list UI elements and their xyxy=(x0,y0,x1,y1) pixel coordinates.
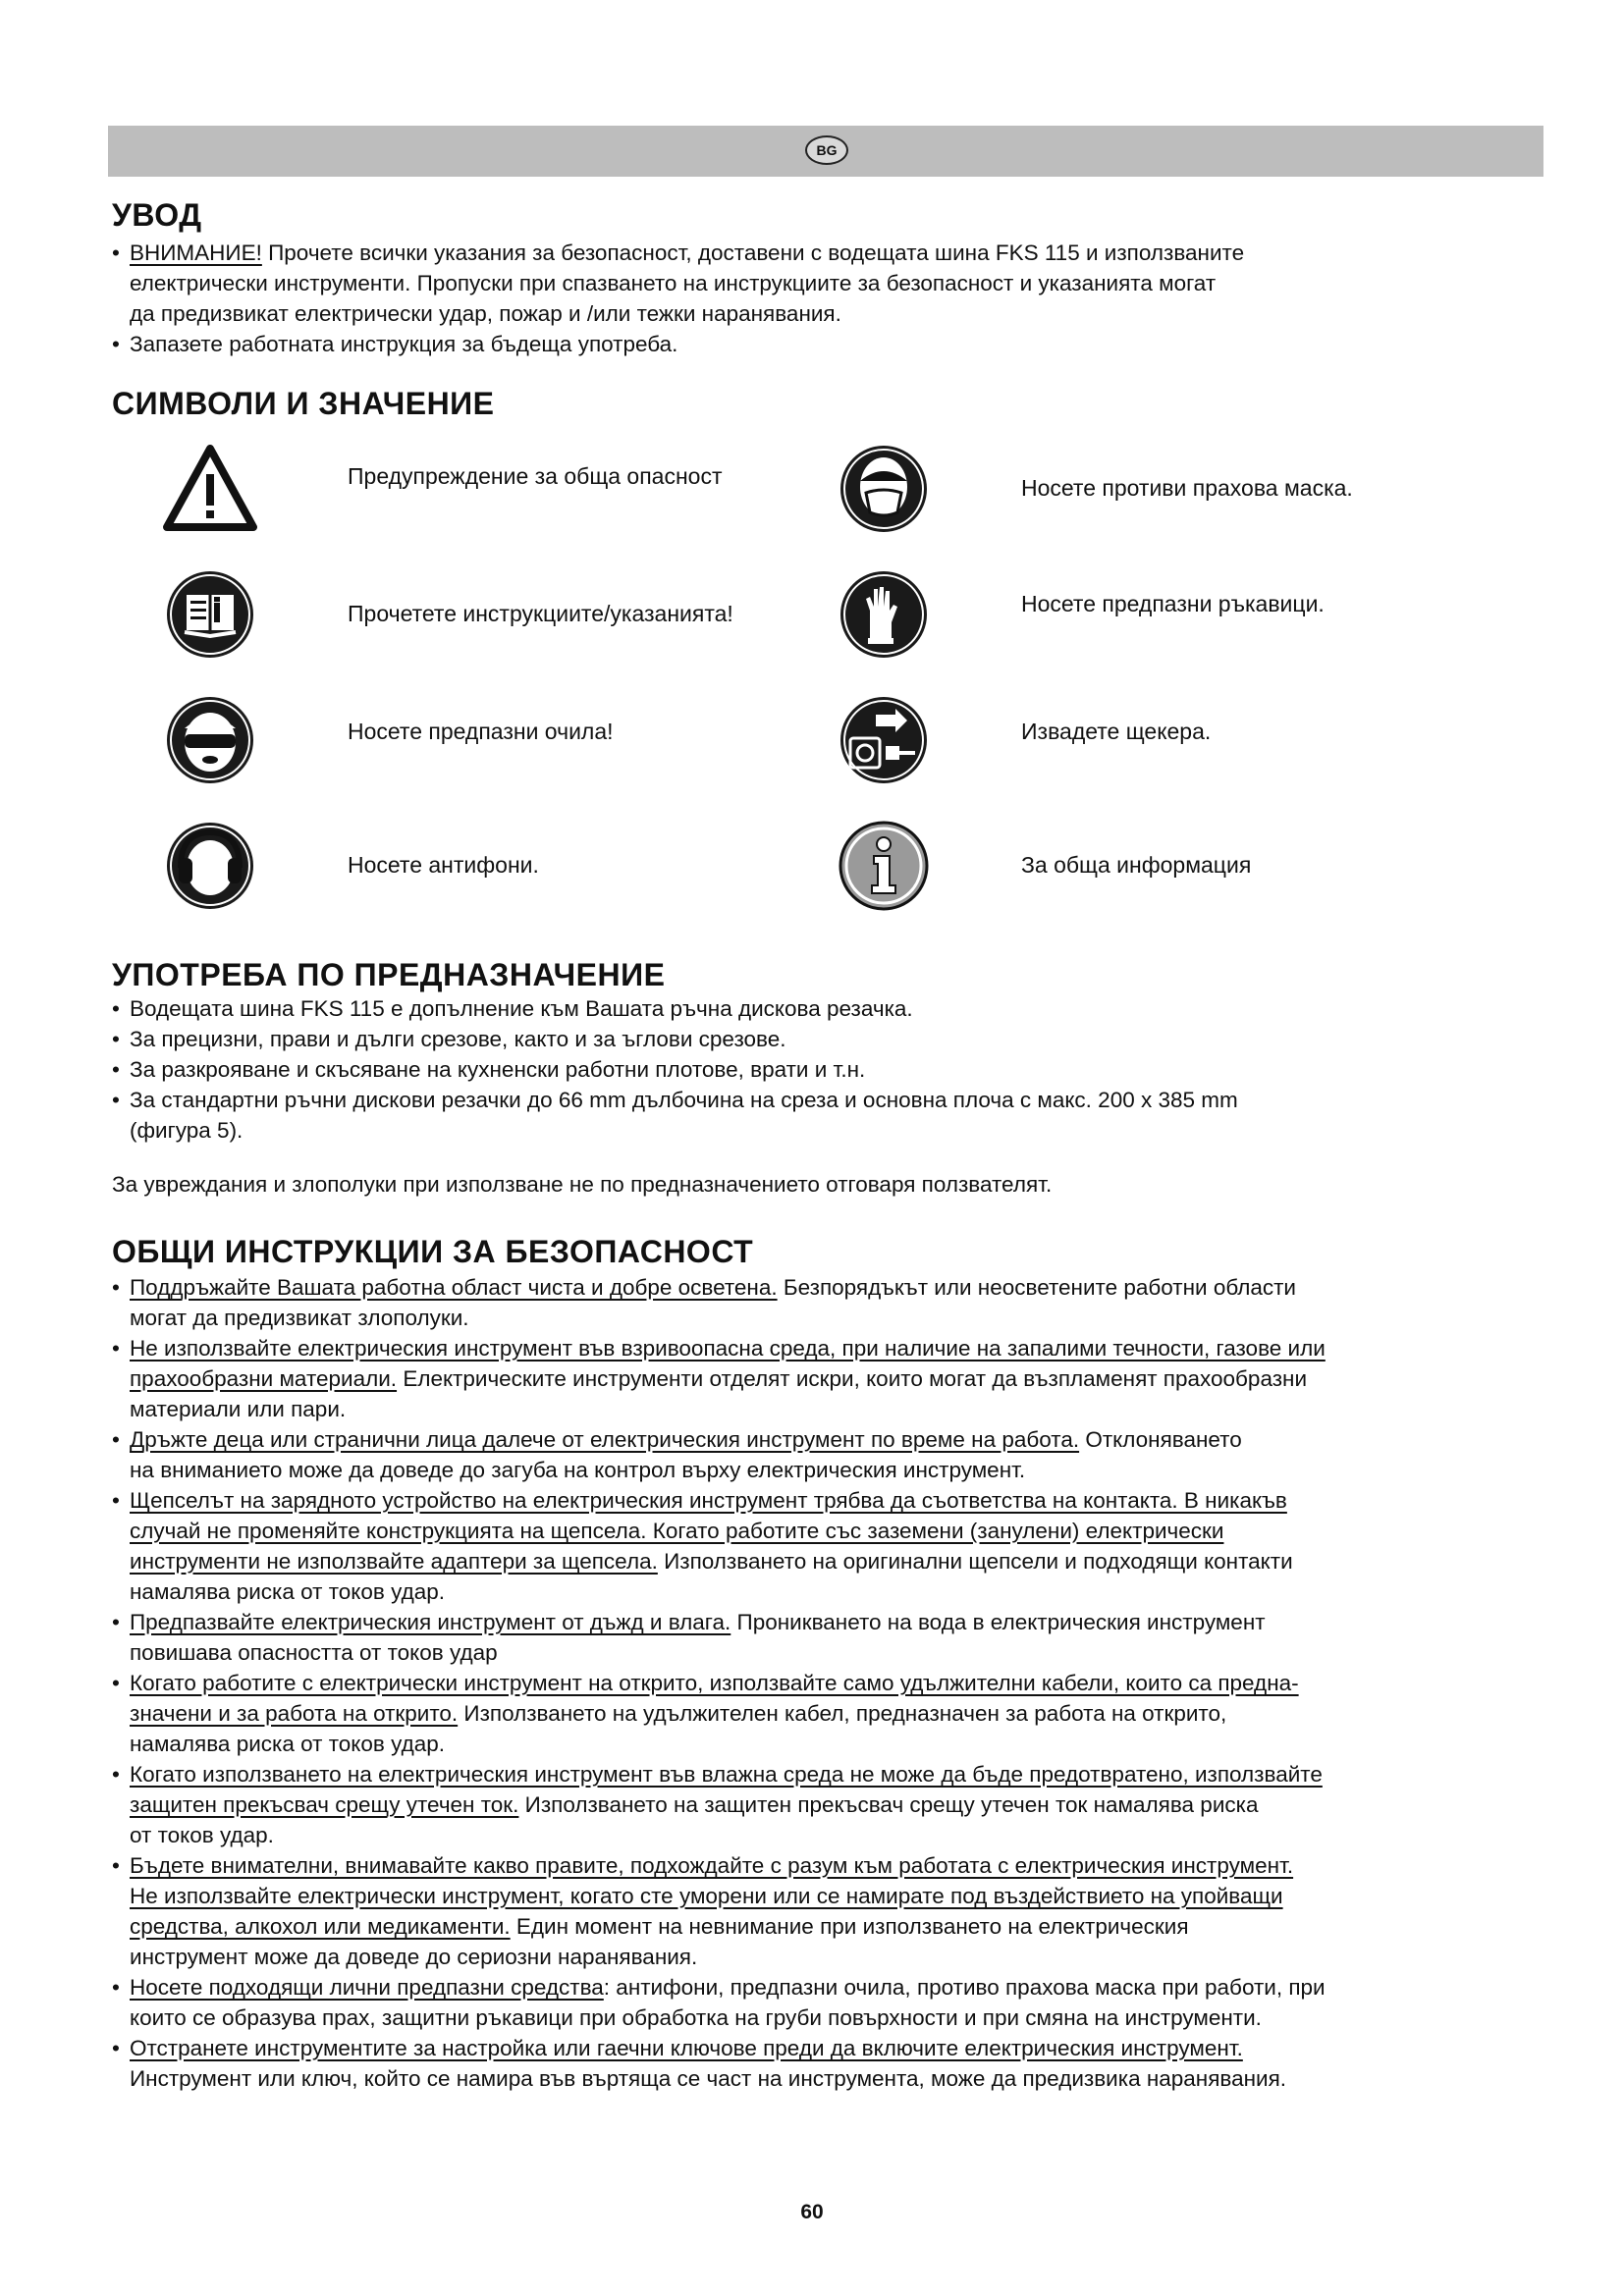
safety-text: Използването на удължителен кабел, предназначен за работа на открито, xyxy=(458,1701,1227,1726)
gloves-icon xyxy=(835,565,933,664)
safety-emphasis: прахообразни материали. xyxy=(130,1366,398,1391)
safety-emphasis: Не използвайте електрическия инструмент във взривоопасна среда, при наличие на запалими течности, газове или xyxy=(130,1336,1326,1361)
safety-emphasis: Бъдете внимателни, внимавайте какво правите, подхождайте с разум към работата с електрическия инструмент. xyxy=(130,1853,1294,1878)
warning-triangle-icon xyxy=(161,440,259,538)
safety-item xyxy=(112,2033,1536,2094)
safety-emphasis: защитен прекъсвач срещу утечен ток. xyxy=(130,1792,519,1817)
intended-use-note: За увреждания и злополуки при използване не по предназначението отговаря ползвателят. xyxy=(112,1172,1053,1197)
warning-label: ВНИМАНИЕ! xyxy=(130,240,262,265)
intended-use-bullet4-line2: (фигура 5). xyxy=(130,1118,244,1143)
safety-text: Един момент на невнимание при използването на електрическия xyxy=(510,1914,1189,1939)
header-bar xyxy=(108,126,1543,177)
safety-text: намалява риска от токов удар. xyxy=(130,1579,445,1604)
safety-text: Електрическите инструменти отделят искри, които могат да възпламенят прахообразни xyxy=(397,1366,1308,1391)
symbol-ear-protection xyxy=(161,817,539,915)
safety-item xyxy=(112,1333,1536,1424)
symbol-dust-mask xyxy=(835,440,1353,538)
safety-title: ОБЩИ ИНСТРУКЦИИ ЗА БЕЗОПАСНОСТ xyxy=(112,1234,754,1269)
safety-emphasis: Дръжте деца или странични лица далече от електрическия инструмент по време на работа. xyxy=(130,1427,1080,1452)
page-number: 60 xyxy=(800,2201,824,2223)
safety-emphasis: Когато използването на електрическия инструмент във влажна среда не може да бъде предотвратено, използвайте xyxy=(130,1762,1323,1787)
safety-item xyxy=(112,1485,1536,1607)
language-badge: BG xyxy=(805,135,848,165)
intro-bullet-warning xyxy=(112,238,1536,329)
symbol-label: Носете антифони. xyxy=(348,852,539,878)
intro-bullet1-text: Прочете всички указания за безопасност, доставени с водещата шина FKS 115 и използваните xyxy=(261,240,1245,265)
dust-mask-icon xyxy=(835,440,933,538)
symbol-label: За обща информация xyxy=(1021,852,1252,878)
page-content xyxy=(112,196,1536,2094)
safety-emphasis: Отстранете инструментите за настройка или гаечни ключове преди да включите електрическия инструмент. xyxy=(130,2036,1243,2060)
safety-text: намалява риска от токов удар. xyxy=(130,1732,445,1756)
safety-text: Инструмент или ключ, който се намира във въртяща се част на инструмента, може да предизвика наранявания. xyxy=(130,2066,1287,2091)
intended-use-bullet4-text: За стандартни ръчни дискови резачки до 66 mm дълбочина на среза и основна плоча с макс. 200 x 385 mm xyxy=(130,1088,1238,1112)
safety-text: Използването на защитен прекъсвач срещу утечен ток намалява риска xyxy=(518,1792,1259,1817)
unplug-icon xyxy=(835,691,933,789)
safety-text: Използването на оригинални щепсели и подходящи контакти xyxy=(657,1549,1293,1574)
symbol-label: Извадете щекера. xyxy=(1021,719,1212,744)
symbol-label: Носете предпазни ръкавици. xyxy=(1021,591,1325,616)
safety-text: : антифони, предпазни очила, противо прахова маска при работи, при xyxy=(603,1975,1326,2000)
safety-text: могат да предизвикат злополуки. xyxy=(130,1306,469,1330)
symbol-label: Носете предпазни очила! xyxy=(348,719,614,744)
safety-text: Безпорядъкът или неосветените работни области xyxy=(777,1275,1296,1300)
info-icon xyxy=(835,817,933,915)
symbol-info xyxy=(835,817,1252,915)
safety-emphasis: значени и за работа на открито. xyxy=(130,1701,459,1726)
symbol-general-warning xyxy=(161,440,723,538)
symbol-read-manual xyxy=(161,565,733,664)
intended-use-bullet: • За прецизни, прави и дълги срезове, както и за ъглови срезове. xyxy=(112,1024,1536,1054)
intended-use-bullet: • Водещата шина FKS 115 е допълнение към Вашата ръчна дискова резачка. xyxy=(112,993,1536,1024)
safety-emphasis: Когато работите с електрически инструмент на открито, използвайте само удължителни кабели, които са предна- xyxy=(130,1671,1299,1695)
safety-list xyxy=(112,1272,1536,2094)
safety-item xyxy=(112,1607,1536,1668)
safety-item xyxy=(112,1424,1536,1485)
intended-use-bullet: • За разкрояване и скъсяване на кухненски работни плотове, врати и т.н. xyxy=(112,1054,1536,1085)
safety-emphasis: Щепселът на зарядното устройство на електрическия инструмент трябва да съответства на контакта. В никакъв xyxy=(130,1488,1287,1513)
safety-item xyxy=(112,1668,1536,1759)
symbol-label: Носете противи прахова маска. xyxy=(1021,475,1353,501)
safety-text: от токов удар. xyxy=(130,1823,274,1847)
intended-use-bullet xyxy=(112,1085,1536,1146)
safety-text: повишава опасността от токов удар xyxy=(130,1640,498,1665)
intended-use-title: УПОТРЕБА ПО ПРЕДНАЗНАЧЕНИЕ xyxy=(112,957,666,992)
intro-title: УВОД xyxy=(112,197,202,233)
ear-protection-icon xyxy=(161,817,259,915)
safety-item xyxy=(112,1850,1536,1972)
safety-text: Отклоняването xyxy=(1079,1427,1242,1452)
symbol-label: Прочетете инструкциите/указанията! xyxy=(348,601,733,626)
read-manual-icon xyxy=(161,565,259,664)
safety-emphasis: средства, алкохол или медикаменти. xyxy=(130,1914,511,1939)
safety-item xyxy=(112,1972,1536,2033)
symbols-title: СИМВОЛИ И ЗНАЧЕНИЕ xyxy=(112,386,495,421)
safety-emphasis: Не използвайте електрически инструмент, когато сте уморени или се намирате под въздействието на упойващи xyxy=(130,1884,1283,1908)
symbol-label: Предупреждение за обща опасност xyxy=(348,463,723,489)
symbol-gloves xyxy=(835,565,1325,664)
safety-text: инструмент може да доведе до сериозни наранявания. xyxy=(130,1945,698,1969)
safety-emphasis: Носете подходящи лични предпазни средства xyxy=(130,1975,604,2000)
intro-bullet1-line3: да предизвикат електрически удар, пожар и /или тежки наранявания. xyxy=(130,301,841,326)
safety-emphasis: Поддръжайте Вашата работна област чиста и добре осветена. xyxy=(130,1275,778,1300)
safety-text: на вниманието може да доведе до загуба на контрол върху електрическия инструмент. xyxy=(130,1458,1026,1482)
intro-bullet-keep: • Запазете работната инструкция за бъдеща употреба. xyxy=(112,329,1536,359)
symbol-safety-glasses xyxy=(161,691,614,789)
safety-item xyxy=(112,1759,1536,1850)
safety-text: които се образува прах, защитни ръкавици при обработка на груби повърхности и при смяна на инструменти. xyxy=(130,2005,1262,2030)
intro-bullet1-line2: електрически инструменти. Пропуски при спазването на инструкциите за безопасност и указанията могат xyxy=(130,271,1217,295)
symbols-grid xyxy=(112,440,1536,950)
safety-emphasis: инструменти не използвайте адаптери за щепсела. xyxy=(130,1549,658,1574)
safety-emphasis: случай не променяйте конструкцията на щепсела. Когато работите със заземени (занулени) електрически xyxy=(130,1519,1224,1543)
safety-item xyxy=(112,1272,1536,1333)
safety-text: материали или пари. xyxy=(130,1397,347,1421)
symbol-unplug xyxy=(835,691,1212,789)
safety-emphasis: Предпазвайте електрическия инструмент от дъжд и влага. xyxy=(130,1610,731,1634)
safety-glasses-icon xyxy=(161,691,259,789)
safety-text: Проникването на вода в електрическия инструмент xyxy=(731,1610,1266,1634)
